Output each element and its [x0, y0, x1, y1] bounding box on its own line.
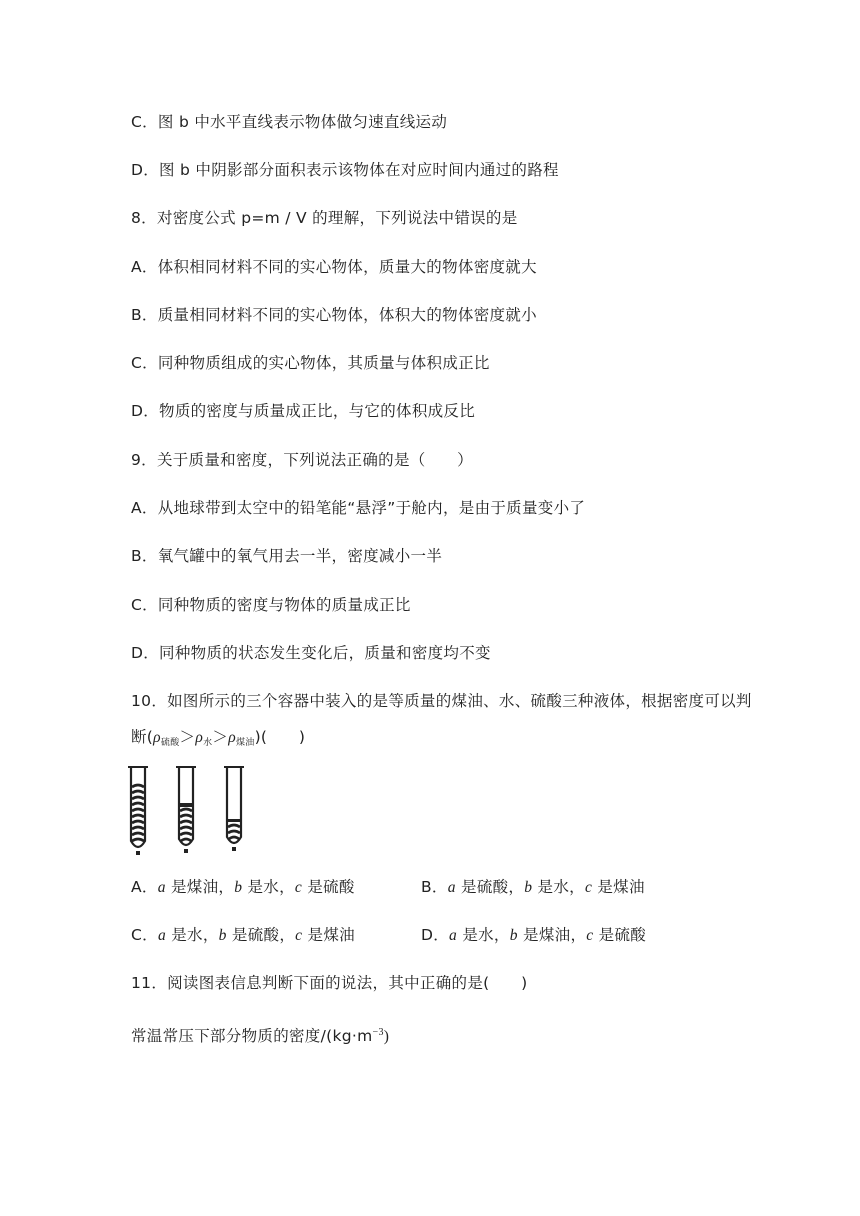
option-9a: A．从地球带到太空中的铅笔能“悬浮”于舱内，是由于质量变小了 — [131, 499, 586, 517]
option-10a — [131, 877, 355, 898]
rho-symbol: ρ — [228, 729, 236, 746]
option-7d: D．图 b 中阴影部分面积表示该物体在对应时间内通过的路程 — [131, 161, 559, 179]
option-7c: C．图 b 中水平直线表示物体做匀速直线运动 — [131, 113, 448, 131]
option-8a: A．体积相同材料不同的实心物体，质量大的物体密度就大 — [131, 258, 537, 276]
option-label: B． — [421, 878, 448, 896]
var-a: a — [157, 927, 166, 944]
tube-b — [176, 767, 196, 853]
option-label: C． — [131, 926, 158, 944]
var-c: c — [586, 927, 594, 944]
var-a: a — [157, 879, 166, 896]
option-text: 是硫酸， — [226, 926, 296, 944]
option-text: 是水， — [457, 926, 510, 944]
table-caption — [131, 1023, 389, 1047]
test-tubes-figure — [128, 765, 258, 857]
question-9: 9．关于质量和密度，下列说法正确的是（ ） — [131, 451, 473, 469]
option-text: 是煤油 — [592, 878, 645, 896]
var-a: a — [447, 879, 456, 896]
option-8b: B．质量相同材料不同的实心物体，体积大的物体密度就小 — [131, 306, 537, 324]
var-b: b — [234, 879, 243, 896]
q10-suffix: )( ) — [254, 728, 306, 746]
option-9d: D．同种物质的状态发生变化后，质量和密度均不变 — [131, 644, 491, 662]
option-text: 是煤油， — [517, 926, 587, 944]
caption-exponent: −3 — [372, 1027, 384, 1038]
liquid-c — [228, 819, 240, 839]
liquid-b — [180, 803, 192, 841]
caption-text: 常温常压下部分物质的密度/(kg·m — [131, 1027, 373, 1046]
gt-symbol: ＞ — [212, 728, 229, 746]
sub-sulfuric: 硫酸 — [160, 738, 180, 748]
var-c: c — [294, 879, 303, 896]
option-8d: D．物质的密度与质量成正比，与它的体积成反比 — [131, 402, 476, 420]
option-label: D． — [421, 926, 450, 944]
q10-prefix: 断( — [131, 728, 154, 746]
sub-kerosene: 煤油 — [235, 738, 255, 748]
rho-symbol: ρ — [153, 729, 161, 746]
rho-symbol: ρ — [195, 729, 204, 746]
option-9b: B．氧气罐中的氧气用去一半，密度减小一半 — [131, 547, 443, 565]
option-10d — [421, 925, 646, 946]
option-text: 是煤油， — [165, 878, 235, 896]
var-a: a — [449, 927, 458, 944]
sub-water: 水 — [203, 738, 213, 748]
tube-a — [128, 767, 148, 855]
var-b: b — [218, 927, 227, 944]
option-text: 是硫酸 — [593, 926, 647, 944]
liquid-a — [132, 785, 144, 841]
var-b: b — [524, 879, 533, 896]
option-8c: C．同种物质组成的实心物体，其质量与体积成正比 — [131, 354, 490, 372]
gt-symbol: ＞ — [179, 728, 196, 746]
var-c: c — [295, 927, 303, 944]
option-10b — [421, 877, 645, 898]
var-b: b — [509, 927, 518, 944]
option-label: A． — [131, 878, 158, 896]
question-10-line2 — [131, 727, 305, 753]
option-text: 是硫酸， — [455, 878, 525, 896]
question-10: 10．如图所示的三个容器中装入的是等质量的煤油、水、硫酸三种液体，根据密度可以判 — [131, 692, 752, 710]
var-c: c — [584, 879, 593, 896]
tube-c — [224, 767, 244, 851]
option-text: 是硫酸 — [302, 878, 355, 896]
option-text: 是水， — [166, 926, 219, 944]
question-11: 11．阅读图表信息判断下面的说法，其中正确的是( ) — [131, 974, 528, 992]
option-text: 是水， — [532, 878, 585, 896]
question-8: 8．对密度公式 p=m / V 的理解，下列说法中错误的是 — [131, 209, 518, 227]
option-text: 是煤油 — [302, 926, 355, 944]
caption-end: ) — [383, 1028, 390, 1046]
option-text: 是水， — [242, 878, 295, 896]
option-10c — [131, 925, 355, 946]
option-9c: C．同种物质的密度与物体的质量成正比 — [131, 596, 411, 614]
